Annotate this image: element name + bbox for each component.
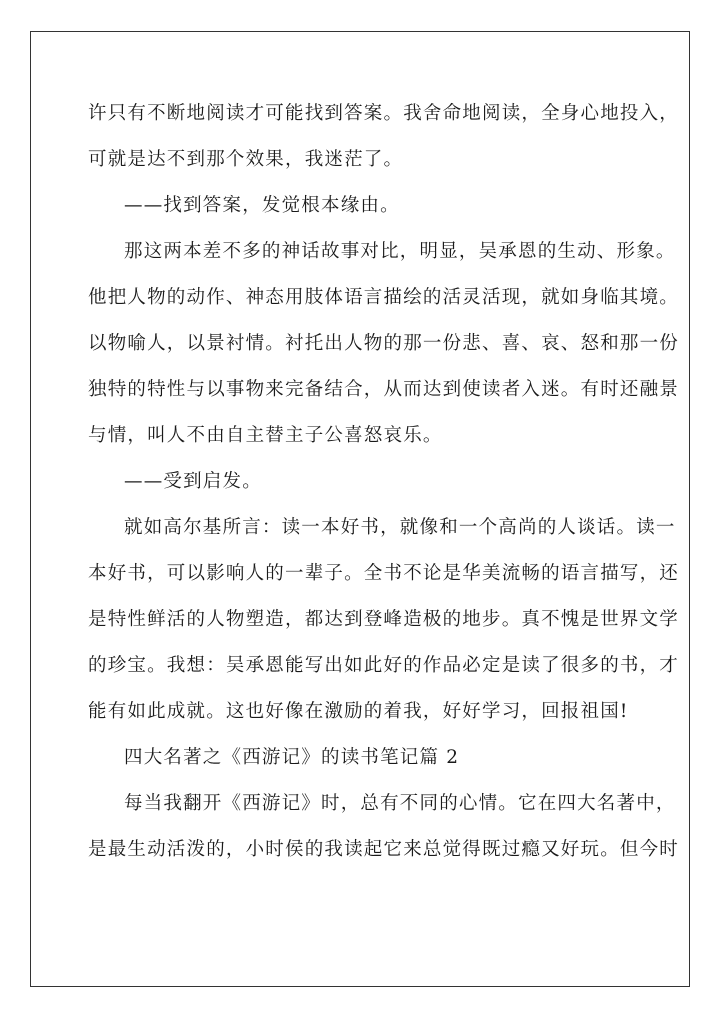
text-line: 的珍宝。我想：吴承恩能写出如此好的作品必定是读了很多的书，才 xyxy=(88,655,680,676)
text-line: 就如高尔基所言：读一本好书，就像和一个高尚的人谈话。读一 xyxy=(124,517,676,538)
text-line: 是特性鲜活的人物塑造，都达到登峰造极的地步。真不愧是世界文学 xyxy=(88,609,680,630)
text-line: 每当我翻开《西游记》时，总有不同的心情。它在四大名著中， xyxy=(124,793,676,814)
text-line: 是最生动活泼的，小时侯的我读起它来总觉得既过瘾又好玩。但今时 xyxy=(88,839,680,860)
text-line: 以物喻人，以景衬情。衬托出人物的那一份悲、喜、哀、怒和那一份 xyxy=(88,333,680,354)
text-line: 那这两本差不多的神话故事对比，明显，吴承恩的生动、形象。 xyxy=(124,241,676,262)
text-line: 可就是达不到那个效果，我迷茫了。 xyxy=(88,149,404,170)
text-line: 许只有不断地阅读才可能找到答案。我舍命地阅读，全身心地投入， xyxy=(88,103,680,124)
text-line: 本好书，可以影响人的一辈子。全书不论是华美流畅的语言描写，还 xyxy=(88,563,680,584)
section-note: ——受到启发。 xyxy=(124,471,262,492)
text-line: 与情，叫人不由自主替主子公喜怒哀乐。 xyxy=(88,425,443,446)
text-line: 独特的特性与以事物来完备结合，从而达到使读者入迷。有时还融景 xyxy=(88,379,680,400)
text-line: 能有如此成就。这也好像在激励的着我，好好学习，回报祖国! xyxy=(88,701,629,722)
section-note: ——找到答案，发觉根本缘由。 xyxy=(124,195,400,216)
section-heading: 四大名著之《西游记》的读书笔记篇 2 xyxy=(124,747,460,768)
text-line: 他把人物的动作、神态用肢体语言描绘的活灵活现，就如身临其境。 xyxy=(88,287,680,308)
